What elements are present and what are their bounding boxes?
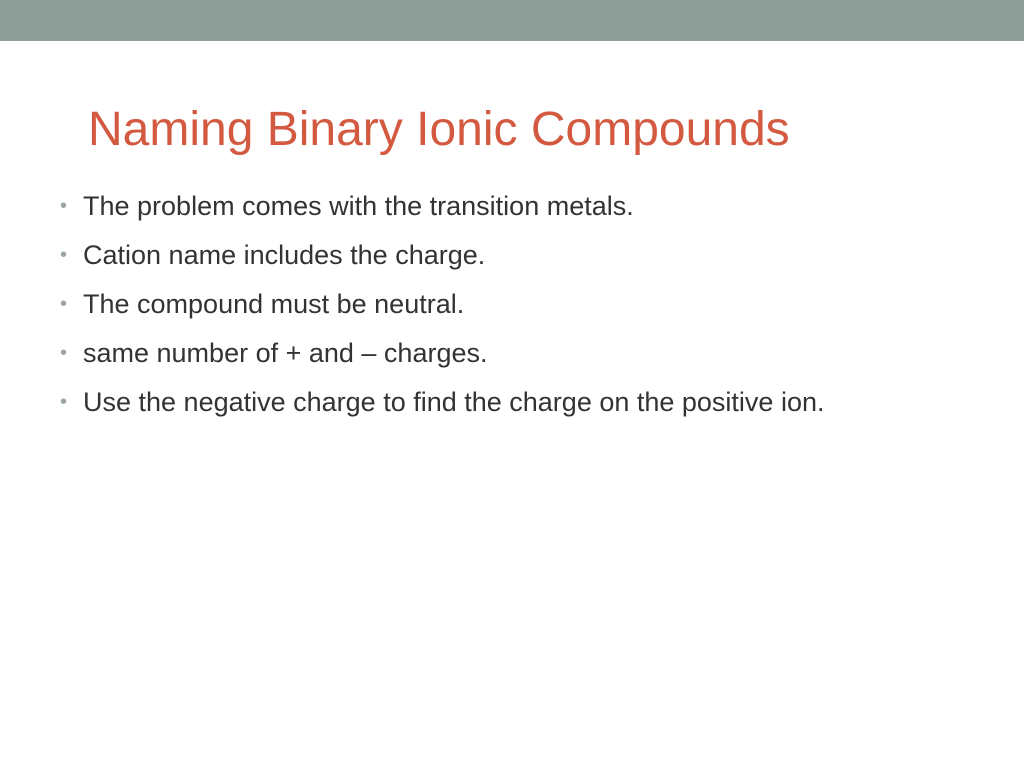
bullet-text: Cation name includes the charge.	[83, 240, 486, 270]
bullet-list	[60, 186, 970, 431]
bullet-item	[60, 186, 970, 226]
bullet-icon: •	[60, 293, 68, 315]
bullet-item	[60, 235, 970, 275]
bullet-text: same number of + and – charges.	[83, 338, 488, 368]
bullet-icon: •	[60, 195, 68, 217]
bullet-item	[60, 333, 970, 373]
bullet-text: Use the negative charge to find the charge on the positive ion.	[83, 387, 825, 417]
bullet-item	[60, 382, 970, 422]
bullet-icon: •	[60, 342, 68, 364]
bullet-item	[60, 284, 970, 324]
slide-title: Naming Binary Ionic Compounds	[88, 103, 790, 156]
bullet-text: The compound must be neutral.	[83, 289, 465, 319]
top-accent-bar	[0, 0, 1024, 41]
bullet-text: The problem comes with the transition metals.	[83, 191, 634, 221]
bullet-icon: •	[60, 391, 68, 413]
bullet-icon: •	[60, 244, 68, 266]
